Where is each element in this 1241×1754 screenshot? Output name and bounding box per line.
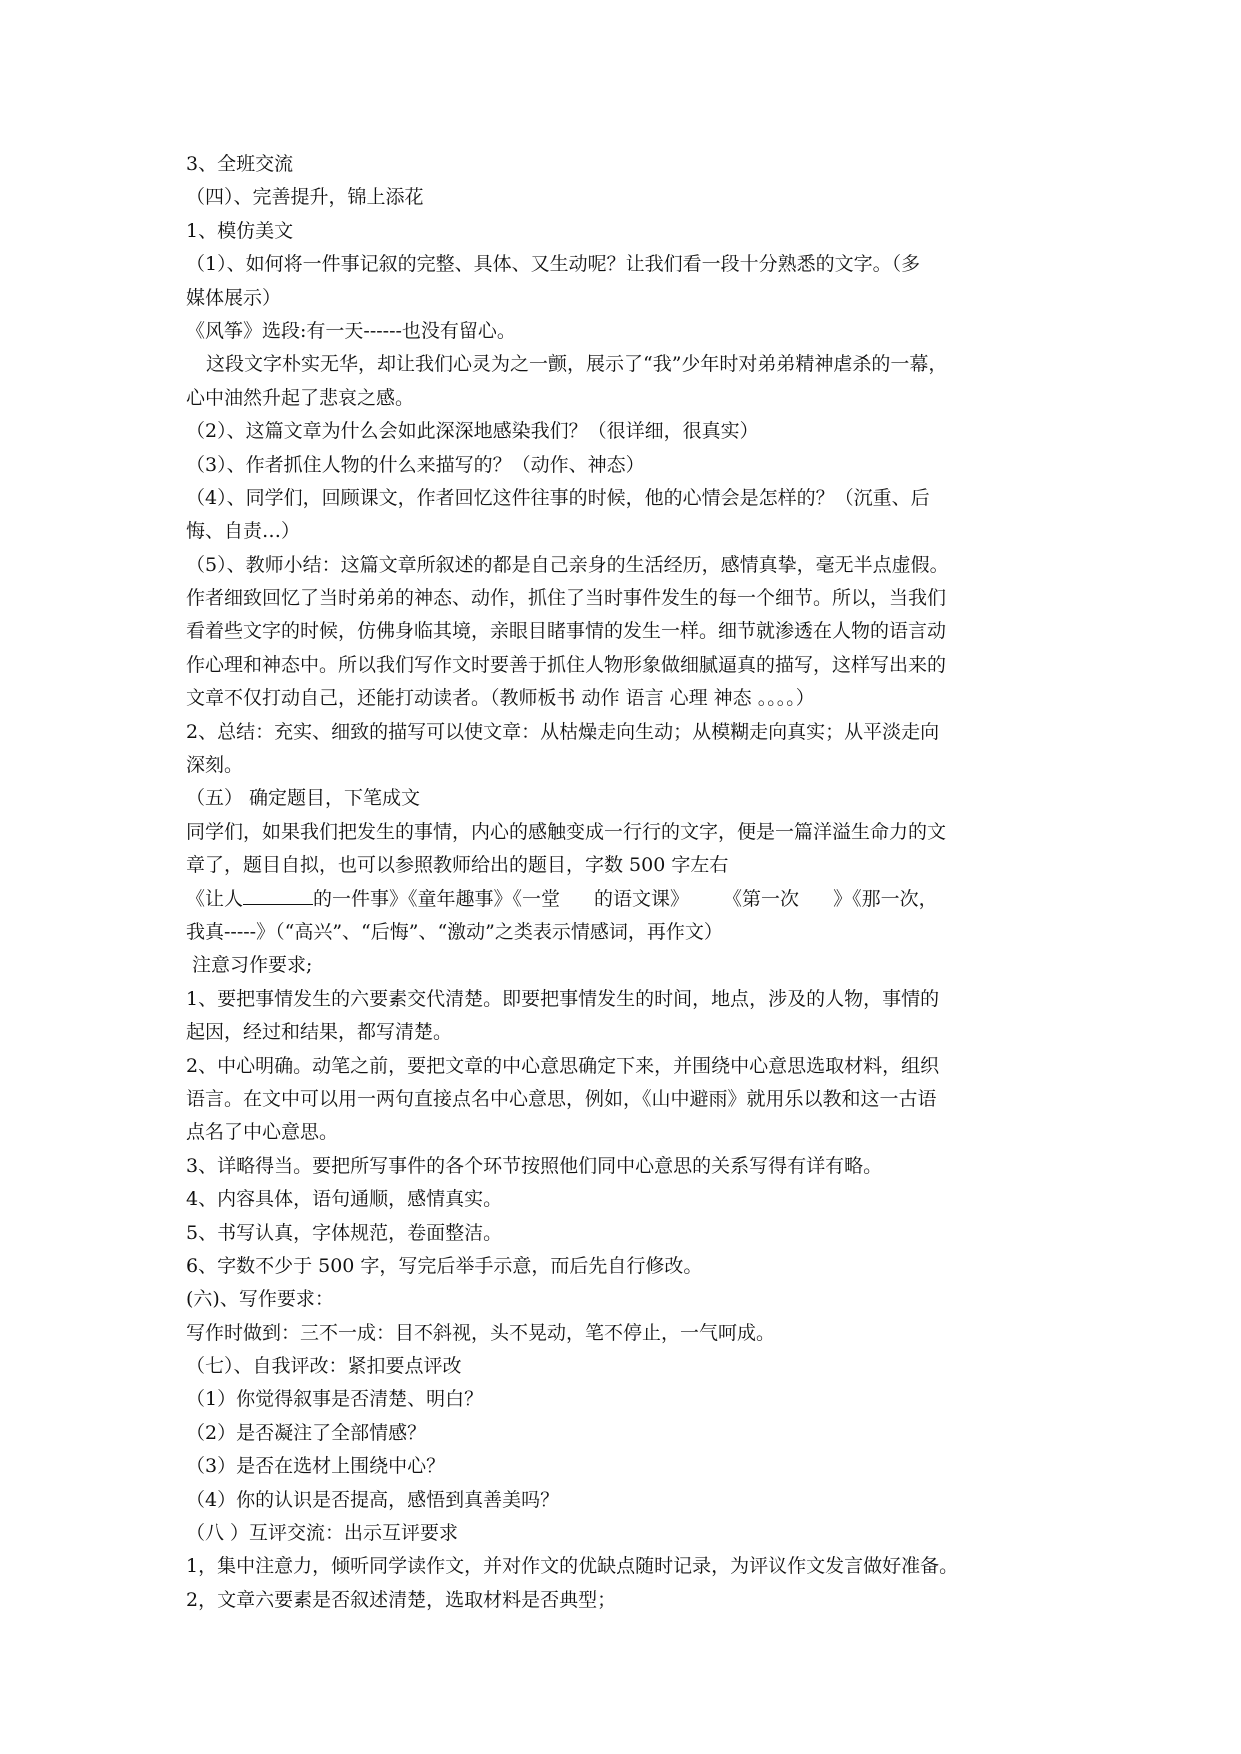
text-line: 4、内容具体，语句通顺，感情真实。	[186, 1188, 503, 1211]
text-line: （4）你的认识是否提高，感悟到真善美吗？	[186, 1488, 560, 1511]
section-heading: （五） 确定题目，下笔成文	[186, 787, 421, 810]
text-line: 作心理和神态中。所以我们写作文时要善于抓住人物形象做细腻逼真的描写，这样写出来的	[186, 653, 947, 676]
title-part: 《第一次	[723, 887, 800, 910]
text-line: 1、模仿美文	[186, 219, 294, 242]
text-line: 看着些文字的时候，仿佛身临其境，亲眼目睹事情的发生一样。细节就渗透在人物的语言动	[186, 620, 947, 643]
text-line: 1，集中注意力，倾听同学读作文，并对作文的优缺点随时记录，为评议作文发言做好准备。	[186, 1555, 959, 1578]
text-line: 6、字数不少于 500 字，写完后举手示意，而后先自行修改。	[186, 1254, 703, 1277]
text-line: 5、书写认真，字体规范，卷面整洁。	[186, 1221, 503, 1244]
section-heading: 注意习作要求;	[192, 954, 313, 977]
text-line: 悔、自责…）	[186, 520, 301, 543]
text-line: 心中油然升起了悲哀之感。	[186, 386, 415, 409]
section-heading: （七）、自我评改：紧扣要点评改	[186, 1355, 462, 1378]
text-line: （3）、作者抓住人物的什么来描写的？（动作、神态）	[186, 453, 645, 476]
document-page	[186, 148, 1056, 1617]
section-heading: （四）、完善提升，锦上添花	[186, 186, 424, 209]
text-line: 2、总结：充实、细致的描写可以使文章：从枯燥走向生动；从模糊走向真实；从平淡走向	[186, 720, 940, 743]
title-part: 》《那一次，	[833, 887, 938, 910]
title-part: 的语文课》	[594, 887, 690, 910]
text-line: 3、详略得当。要把所写事件的各个环节按照他们同中心意思的关系写得有详有略。	[186, 1154, 883, 1177]
text-line: 3、全班交流	[186, 153, 294, 175]
text-line: 写作时做到：三不一成：目不斜视，头不晃动，笔不停止，一气呵成。	[186, 1321, 776, 1344]
text-line: 深刻。	[186, 754, 244, 777]
text-line: 章了，题目自拟，也可以参照教师给出的题目，字数 500 字左右	[186, 854, 729, 877]
text-line: 《风筝》选段:有一天------也没有留心。	[186, 319, 516, 342]
text-line: 媒体展示）	[186, 286, 282, 309]
text-line: 语言。在文中可以用一两句直接点名中心意思，例如，《山中避雨》就用乐以教和这一古语	[186, 1087, 937, 1110]
section-heading: (六)、写作要求：	[186, 1288, 334, 1311]
section-heading: （八 ）互评交流：出示互评要求	[186, 1522, 459, 1545]
text-line: （1）、如何将一件事记叙的完整、具体、又生动呢？让我们看一段十分熟悉的文字。（多	[186, 253, 921, 276]
text-line: 这段文字朴实无华，却让我们心灵为之一颤，展示了“我”少年时对弟弟精神虐杀的一幕，	[206, 353, 948, 376]
text-line: （4）、同学们，回顾课文，作者回忆这件往事的时候，他的心情会是怎样的？（沉重、后	[186, 486, 930, 509]
text-line: 文章不仅打动自己，还能打动读者。（教师板书 动作 语言 心理 神态 。。。。）	[186, 687, 815, 710]
text-line: （3）是否在选材上围绕中心？	[186, 1455, 446, 1478]
text-line: （5）、教师小结：这篇文章所叙述的都是自己亲身的生活经历，感情真挚，毫无半点虚假。	[186, 553, 949, 576]
text-line: 作者细致回忆了当时弟弟的神态、动作，抓住了当时事件发生的每一个细节。所以，当我们	[186, 587, 947, 610]
title-options-line	[186, 883, 1056, 916]
text-line: 起因，经过和结果，都写清楚。	[186, 1021, 453, 1044]
text-line: （2）是否凝注了全部情感？	[186, 1421, 427, 1444]
text-line: 点名了中心意思。	[186, 1121, 339, 1144]
title-part: 的一件事》《童年趣事》《一堂	[313, 887, 561, 910]
blank-underline	[243, 888, 313, 905]
text-line: 1、要把事情发生的六要素交代清楚。即要把事情发生的时间，地点，涉及的人物，事情的	[186, 987, 940, 1010]
title-part: 《让人	[186, 887, 244, 910]
text-line: （2）、这篇文章为什么会如此深深地感染我们？（很详细，很真实）	[186, 420, 759, 443]
text-line: 我真-----》（“高兴”、“后悔”、“激动”之类表示情感词，再作文）	[186, 920, 723, 943]
text-line: 2，文章六要素是否叙述清楚，选取材料是否典型；	[186, 1588, 617, 1611]
text-line: （1）你觉得叙事是否清楚、明白？	[186, 1388, 484, 1411]
text-line: 2、中心明确。动笔之前，要把文章的中心意思确定下来，并围绕中心意思选取材料，组织	[186, 1054, 940, 1077]
text-line: 同学们，如果我们把发生的事情，内心的感触变成一行行的文字，便是一篇洋溢生命力的文	[186, 820, 947, 843]
